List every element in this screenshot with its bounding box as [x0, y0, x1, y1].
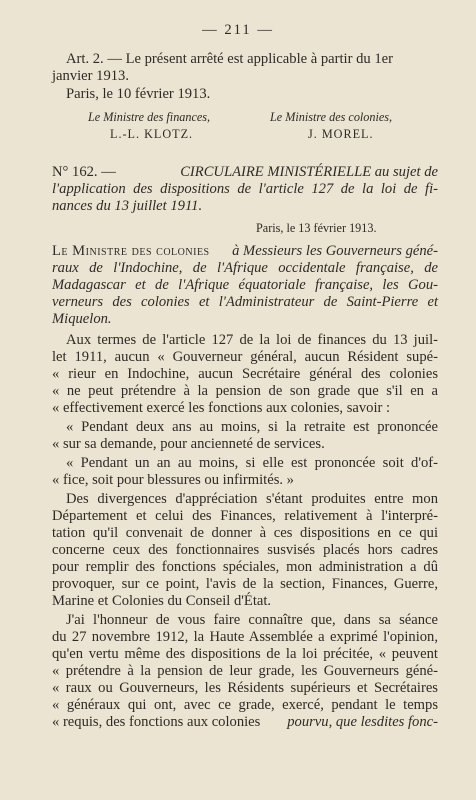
body-line: « Pendant un an au moins, si elle est prononcée soit d'of-: [66, 455, 438, 471]
body-line: Département et celui des Finances, relativement à l'interpré-: [52, 508, 438, 524]
body-line: pour remplir des fonctions spéciales, mon administration a dû: [52, 559, 438, 575]
body-line: concerne ceux des fonctionnaires susvisés placés hors cadres: [52, 542, 438, 558]
body-line: « rieur en Indochine, aucun Secrétaire général des colonies: [52, 366, 438, 382]
body-line: Des divergences d'appréciation s'étant produites entre mon: [66, 491, 438, 507]
body-line: provoquer, sur ce point, l'avis de la section, Finances, Guerre,: [52, 576, 438, 592]
body-line: Marine et Colonies du Conseil d'État.: [52, 593, 272, 609]
art2-line2: janvier 1913.: [52, 68, 130, 84]
body-line: qu'en vertu même des dispositions de la loi précitée, « peuvent: [52, 646, 438, 662]
signature-right-name: J. MOREL.: [308, 127, 374, 141]
art2-line: [66, 51, 438, 68]
circular-title-line1: [52, 164, 438, 181]
signature-right-title: Le Ministre des colonies,: [270, 110, 393, 124]
circular-dateline: Paris, le 13 février 1913.: [256, 221, 377, 235]
body-last-italic: pourvu, que lesdites fonc-: [287, 714, 438, 730]
address-line2: raux de l'Indochine, de l'Afrique occidentale française, de: [52, 260, 438, 276]
body-line: « généraux qui ont, avec ce grade, exercé, pendant le temps: [52, 697, 438, 713]
circular-title-3: nances du 13 juillet 1911.: [52, 198, 203, 214]
body-line: « fice, soit pour blessures ou infirmités. »: [52, 472, 294, 488]
body-line: « requis, des fonctions aux colonies: [52, 714, 261, 730]
address-line1-text: à Messieurs les Gouverneurs géné-: [232, 243, 438, 259]
signature-left-name: L.-L. KLOTZ.: [110, 127, 194, 141]
body-line: Aux termes de l'article 127 de la loi de finances du 13 juil-: [66, 332, 438, 348]
address-line5: Miquelon.: [52, 311, 112, 327]
address-from: Le Ministre des colonies: [52, 243, 210, 259]
address-line4: verneurs des colonies et l'Administrateur de Saint-Pierre et: [52, 294, 438, 310]
circular-title-2: l'application des dispositions de l'article 127 de la loi de fi-: [52, 181, 438, 197]
signature-left-title: Le Ministre des finances,: [88, 110, 211, 124]
circular-number: N° 162. —: [52, 164, 116, 180]
body-line: « effectivement exercé les fonctions aux colonies, savoir :: [52, 400, 391, 416]
art2-line1: Art. 2. — Le présent arrêté est applicable à partir du 1er: [66, 51, 393, 67]
body-line: let 1911, aucun « Gouverneur général, aucun Résident supé-: [52, 349, 438, 365]
body-line: du 27 novembre 1912, la Haute Assemblée a exprimé l'opinion,: [52, 629, 438, 645]
body-line: « ne peut prétendre à la pension de son grade que s'il en a: [52, 383, 438, 399]
arrete-dateline: Paris, le 10 février 1913.: [66, 86, 211, 102]
body-line: « prétendre à la pension de leur grade, les Gouverneurs géné-: [52, 663, 438, 679]
body-line: « raux ou Gouverneurs, les Résidents supérieurs et Secrétaires: [52, 680, 438, 696]
body-line: « sur sa demande, pour ancienneté de services.: [52, 436, 325, 452]
circular-title-1: CIRCULAIRE MINISTÉRIELLE au sujet de: [180, 164, 438, 180]
address-line3: Madagascar et de l'Afrique équatoriale française, les Gou-: [52, 277, 438, 293]
page-number: — 211 —: [202, 22, 274, 38]
body-line: J'ai l'honneur de vous faire connaître que, dans sa séance: [66, 612, 438, 628]
body-line: tation qu'il convenait de donner à ces dispositions en ce qui: [52, 525, 438, 541]
body-last-line: [52, 714, 438, 731]
body-line: « Pendant deux ans au moins, si la retraite est prononcée: [66, 419, 438, 435]
address-line1: [52, 243, 438, 260]
